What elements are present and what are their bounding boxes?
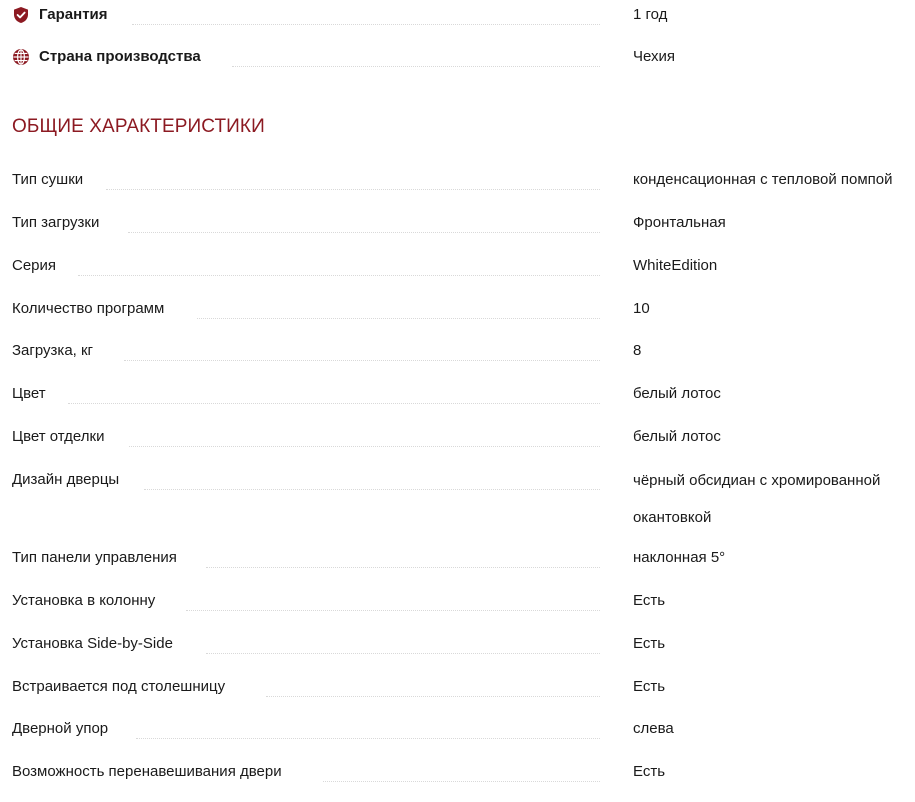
dotted-leader (186, 610, 600, 611)
spec-label: Встраивается под столешницу (12, 678, 226, 695)
dotted-leader (129, 446, 600, 447)
spec-row (12, 211, 915, 235)
spec-label: Загрузка, кг (12, 342, 94, 359)
dotted-leader (197, 318, 600, 319)
dotted-leader (232, 66, 600, 67)
spec-row (12, 632, 915, 656)
spec-label: Дизайн дверцы (12, 471, 120, 488)
spec-value: 10 (633, 300, 650, 317)
dotted-leader (78, 275, 600, 276)
dotted-leader (323, 781, 600, 782)
dotted-leader (206, 653, 600, 654)
spec-label: Тип сушки (12, 171, 84, 188)
spec-value: Есть (633, 592, 666, 609)
spec-label: Установка Side-by-Side (12, 635, 173, 652)
spec-label: Цвет отделки (12, 428, 105, 445)
spec-value: слева (633, 720, 674, 737)
spec-row (12, 589, 915, 613)
spec-label: Количество программ (12, 300, 165, 317)
dotted-leader (136, 738, 600, 739)
spec-value: Фронтальная (633, 214, 726, 231)
spec-row (12, 675, 915, 699)
dotted-leader (132, 24, 600, 25)
spec-value: конденсационная с тепловой помпой (633, 171, 893, 188)
spec-value: 8 (633, 342, 642, 359)
spec-label: Возможность перенавешивания двери (12, 763, 282, 780)
section-title: ОБЩИЕ ХАРАКТЕРИСТИКИ (12, 116, 265, 137)
spec-value: чёрный обсидиан с хромированной окантовкой (633, 472, 881, 526)
spec-value: белый лотос (633, 428, 721, 445)
spec-label: Серия (12, 257, 57, 274)
spec-row-country (12, 45, 915, 69)
spec-value: Чехия (633, 48, 676, 65)
spec-label: Тип панели управления (12, 549, 177, 566)
spec-value: WhiteEdition (633, 257, 718, 274)
spec-value: Есть (633, 763, 666, 780)
spec-row (12, 254, 915, 278)
spec-row (12, 297, 915, 321)
spec-row (12, 468, 915, 526)
spec-value: Есть (633, 635, 666, 652)
dotted-leader (68, 403, 600, 404)
spec-row (12, 339, 915, 363)
dotted-leader (144, 489, 600, 490)
spec-label: Дверной упор (12, 720, 109, 737)
spec-label: Тип загрузки (12, 214, 100, 231)
spec-label: Установка в колонну (12, 592, 156, 609)
spec-value: белый лотос (633, 385, 721, 402)
spec-value: наклонная 5° (633, 549, 726, 566)
dotted-leader (266, 696, 600, 697)
spec-label: Цвет (12, 385, 46, 402)
spec-row (12, 425, 915, 449)
dotted-leader (106, 189, 600, 190)
shield-check-icon (12, 6, 30, 24)
spec-row (12, 382, 915, 406)
globe-icon (12, 48, 30, 66)
dotted-leader (124, 360, 600, 361)
spec-value: Есть (633, 678, 666, 695)
dotted-leader (206, 567, 600, 568)
spec-row (12, 168, 915, 192)
spec-row-warranty (12, 3, 915, 27)
dotted-leader (128, 232, 600, 233)
spec-value: 1 год (633, 6, 668, 23)
spec-label: Гарантия (39, 6, 108, 23)
spec-row (12, 717, 915, 741)
spec-row (12, 546, 915, 570)
spec-label: Страна производства (39, 48, 201, 65)
spec-row (12, 760, 915, 784)
